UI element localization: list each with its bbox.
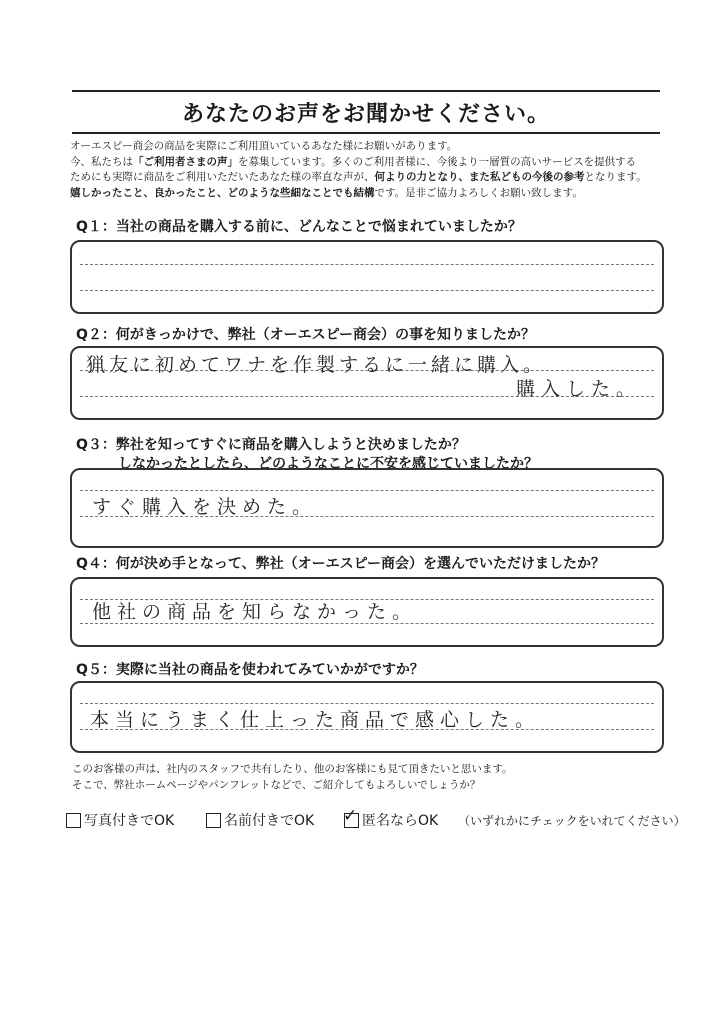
answer-text-3: すぐ購入を決めた。 [92,496,318,518]
answer-box-4[interactable] [70,577,664,647]
question-1: Q１：当社の商品を購入する前に、どんなことで悩まれていましたか？ [76,219,522,235]
intro-span-bold: 何よりの力となり、また私どもの今後の参考 [374,171,585,183]
question-5: Q５：実際に当社の商品を使われてみていかがですか？ [76,662,424,678]
consent-anonymous-option[interactable] [343,805,439,830]
answer-line [80,703,654,704]
intro-span: となります。 [584,171,647,183]
checkbox-name[interactable] [206,813,221,828]
consent-note: （いずれかにチェックをいれてください） [458,814,686,828]
intro-span-bold: 「ご利用者さまの声」 [133,155,238,168]
consent-anonymous-label: 匿名ならOK [362,813,439,829]
intro-line [70,186,670,202]
footer-text [72,762,512,793]
consent-photo-option[interactable] [66,810,174,830]
answer-text-2: 猟友に初めてワナを作製するに一緒に購入。 [86,354,547,376]
intro-span: を募集しています。多くのご利用者様に、今後より一層質の高いサービスを提供する [238,155,637,168]
answer-text-2b: 購入した。 [516,378,642,400]
consent-name-option[interactable] [206,810,314,830]
checkbox-anonymous[interactable] [343,805,359,828]
consent-photo-label: 写真付きでOK [84,813,175,829]
footer-line: そこで、弊社ホームページやパンフレットなどで、ご紹介してもよろしいでしょうか？ [72,778,481,791]
answer-text-4: 他社の商品を知らなかった。 [92,601,418,623]
answer-box-1[interactable] [70,240,664,314]
question-3-sub: しなかったとしたら、どのようなことに不安を感じていましたか？ [118,456,538,472]
intro-span-bold: 嬉しかったこと、良かったこと、どのような些細なことでも結構 [70,186,375,199]
answer-line [80,264,654,265]
question-4: Q４：何が決め手となって、弊社（オーエスピー商会）を選んでいただけましたか？ [76,556,606,572]
page-title: あなたのお声をお聞かせください。 [72,90,660,134]
footer-line: このお客様の声は、社内のスタッフで共有したり、他のお客様にも見て頂きたいと思います。 [72,763,513,775]
answer-box-2[interactable] [70,346,664,420]
intro-line: オーエスピー商会の商品を実際にご利用頂いているあなた様にお願いがあります。 [70,140,458,152]
intro-span: です。是非ご協力よろしくお願い致します。 [374,186,583,199]
answer-box-5[interactable] [70,681,664,753]
check-mark-icon: ✓ [343,805,358,826]
checkbox-photo[interactable] [66,813,81,828]
answer-line [80,290,654,291]
intro-span: 今、私たちは [70,155,133,168]
intro-span: ためにも実際に商品をご利用いただいたあなた様の率直な声が、 [70,171,375,183]
answer-line [80,490,654,491]
answer-box-3[interactable] [70,468,664,548]
intro-line [70,170,670,186]
question-3: Q３：弊社を知ってすぐに商品を購入しようと決めましたか？ [76,437,466,453]
intro-line [70,155,670,171]
answer-text-5: 本当にうまく仕上った商品で感心した。 [90,709,541,731]
question-2: Q２：何がきっかけで、弊社（オーエスピー商会）の事を知りましたか？ [76,327,536,343]
intro-text [70,139,670,201]
consent-name-label: 名前付きでOK [224,813,315,829]
